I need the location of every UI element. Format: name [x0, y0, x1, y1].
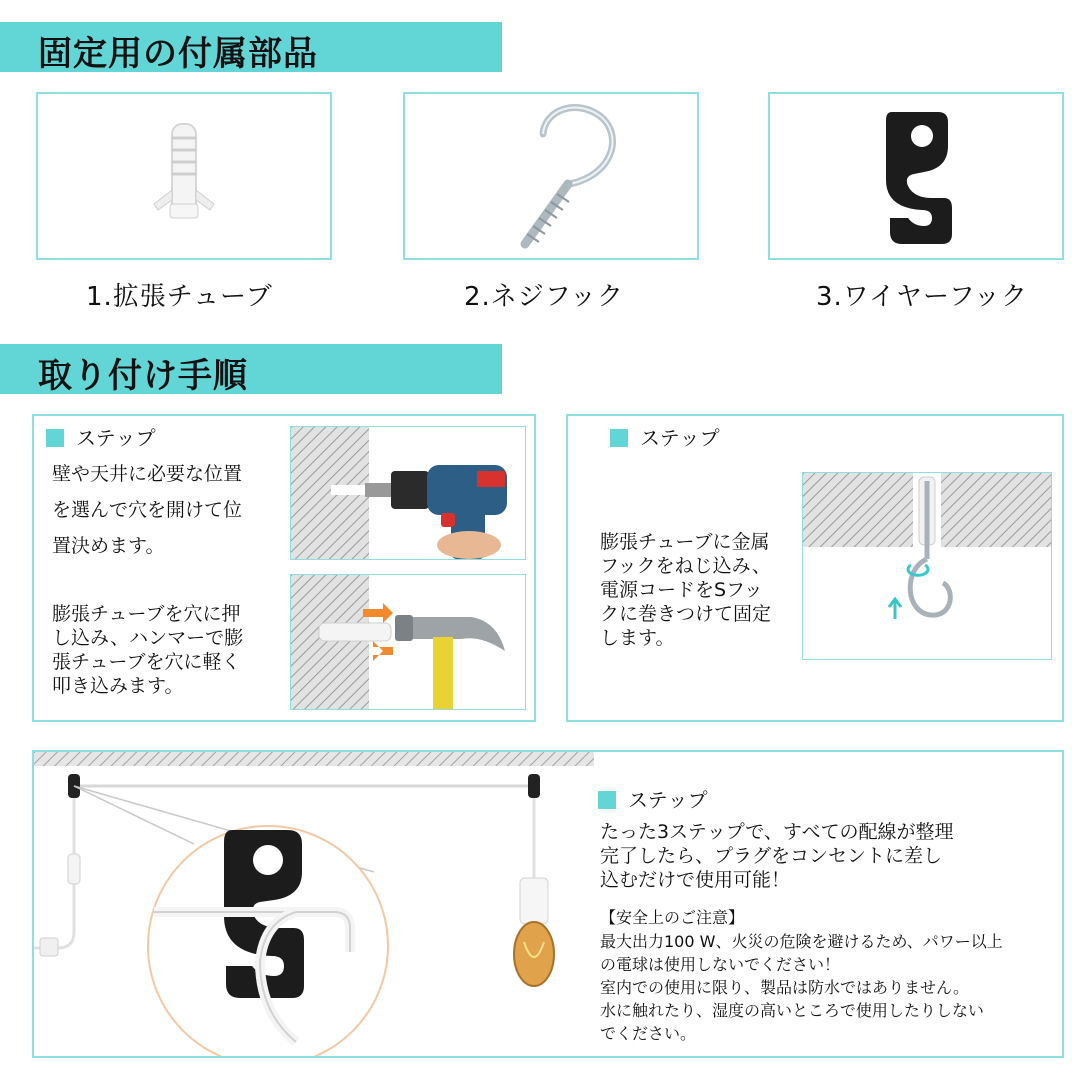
step-c-text: たった3ステップで、すべての配線が整理 完了したら、プラグをコンセントに差し 込むだけで使用可能！ [600, 821, 954, 891]
safety-notice-title: 【安全上のご注意】 [600, 908, 745, 927]
part-box-wire-hook [768, 92, 1064, 260]
hammer-illustration [290, 574, 526, 710]
step-a-text-hammer: 膨張チューブを穴に押 し込み、ハンマーで膨 張チューブを穴に軽く 叩き込みます。 [52, 603, 244, 697]
part-box-screw-hook [403, 92, 699, 260]
wiring-illustration [34, 752, 594, 1056]
section-banner-parts [0, 22, 502, 72]
section-banner-install [0, 344, 502, 394]
step-marker-icon [598, 791, 616, 809]
step-heading-text: ステップ [628, 788, 708, 812]
drill-illustration [290, 426, 526, 560]
step-heading-text: ステップ [640, 426, 720, 450]
step-panel-wiring [32, 750, 1064, 1058]
section-title-parts: 固定用の付属部品 [38, 34, 318, 74]
step-heading-text: ステップ [76, 426, 156, 450]
part-box-expansion-tube [36, 92, 332, 260]
expansion-tube-icon [38, 94, 330, 258]
section-title-install: 取り付け手順 [38, 356, 248, 396]
safety-notice-text: 最大出力100 W、火災の危険を避けるため、パワー以上 の電球は使用しないでください！ 室内での使用に限り、製品は防水ではありません。 水に触れたり、湿度の高いところで使用したりしない でください。 [600, 932, 1003, 1043]
step-heading-b [610, 422, 720, 451]
step-marker-icon [610, 429, 628, 447]
step-a-text-drill: 壁や天井に必要な位置 を選んで穴を開けて位 置決めます。 [52, 463, 243, 557]
step-panel-drill [32, 414, 536, 722]
wire-hook-icon [770, 94, 1062, 258]
hook-install-icon [803, 473, 1051, 659]
step-heading-a [46, 422, 156, 451]
step-marker-icon [46, 429, 64, 447]
drill-icon [291, 427, 525, 559]
hook-install-illustration [802, 472, 1052, 660]
step-heading-c [598, 784, 708, 813]
part-label-expansion-tube: 1.拡張チューブ [86, 282, 273, 312]
screw-hook-icon [405, 94, 697, 258]
hammer-icon [291, 575, 525, 709]
part-label-screw-hook: 2.ネジフック [464, 282, 624, 312]
step-panel-hook [566, 414, 1064, 722]
step-b-text: 膨張チューブに金属 フックをねじ込み、 電源コードをSフッ クに巻きつけて固定 します。 [600, 531, 772, 649]
part-label-wire-hook: 3.ワイヤーフック [816, 282, 1028, 312]
